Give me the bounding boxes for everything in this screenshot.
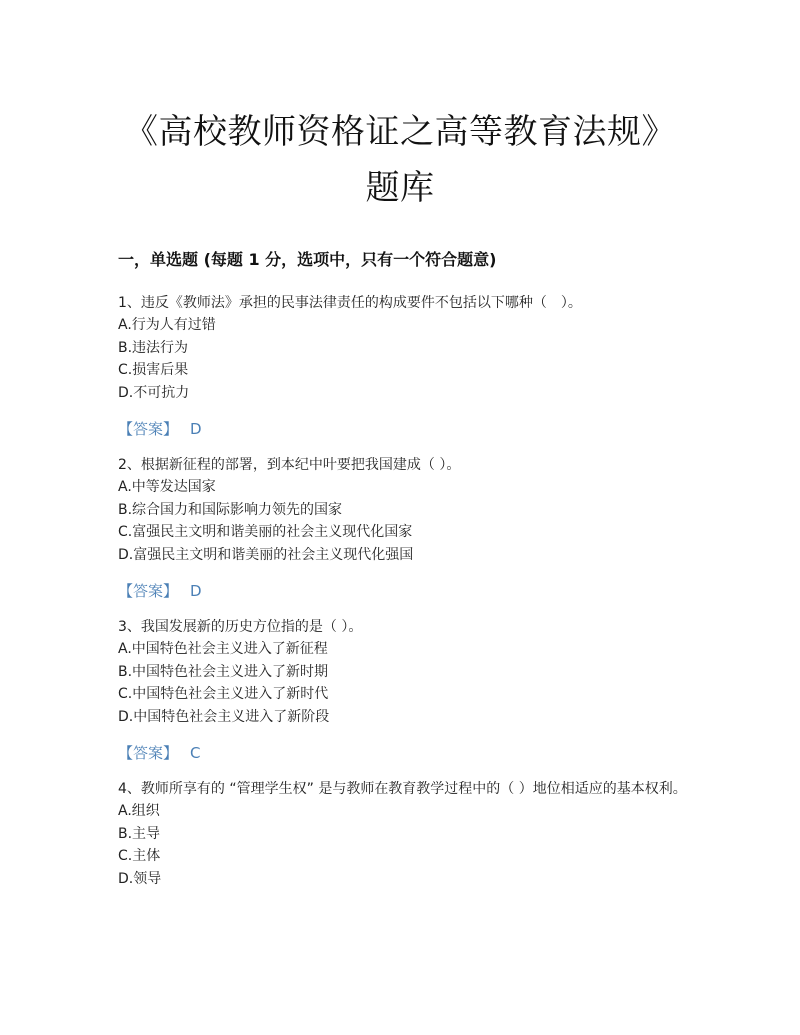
- answer-label: 【答案】: [118, 582, 179, 600]
- option-b: B.主导: [118, 825, 161, 842]
- option-b: B.中国特色社会主义进入了新时期: [118, 663, 329, 680]
- option-b: B.违法行为: [118, 339, 189, 356]
- question-stem: 1、违反《教师法》承担的民事法律责任的构成要件不包括以下哪种（ ）。: [118, 295, 582, 311]
- answer-line: [118, 580, 688, 602]
- option-b: B.综合国力和国际影响力领先的国家: [118, 501, 343, 518]
- answer-line: [118, 742, 688, 764]
- option-a: A.中国特色社会主义进入了新征程: [118, 641, 328, 657]
- question-stem: 4、教师所享有的 “管理学生权” 是与教师在教育教学过程中的（ ）地位相适应的基本权利。: [118, 781, 687, 797]
- title-line-1: 《高校教师资格证之高等教育法规》: [124, 112, 676, 152]
- option-d: D.富强民主文明和谐美丽的社会主义现代化强国: [118, 546, 414, 563]
- answer-value: C: [190, 744, 201, 762]
- option-d: D.领导: [118, 870, 162, 887]
- question-4: [118, 778, 688, 890]
- option-a: A.行为人有过错: [118, 317, 216, 333]
- option-c: C.中国特色社会主义进入了新时代: [118, 686, 329, 702]
- option-c: C.主体: [118, 848, 161, 864]
- question-2: [118, 454, 688, 602]
- answer-label: 【答案】: [118, 744, 179, 762]
- section-heading: 一，单选题 (每题 1 分，选项中，只有一个符合题意): [118, 250, 497, 269]
- document-title: [0, 106, 800, 214]
- option-c: C.富强民主文明和谐美丽的社会主义现代化国家: [118, 524, 413, 540]
- answer-value: D: [190, 582, 202, 600]
- question-stem: 2、根据新征程的部署，到本纪中叶要把我国建成（ ）。: [118, 457, 461, 473]
- answer-line: [118, 418, 688, 440]
- answer-label: 【答案】: [118, 420, 179, 438]
- option-d: D.中国特色社会主义进入了新阶段: [118, 708, 330, 725]
- option-c: C.损害后果: [118, 362, 189, 378]
- question-1: [118, 292, 688, 440]
- title-line-2: 题库: [365, 168, 435, 208]
- question-3: [118, 616, 688, 764]
- option-d: D.不可抗力: [118, 384, 190, 401]
- question-list: [118, 292, 688, 890]
- option-a: A.中等发达国家: [118, 479, 216, 495]
- question-stem: 3、我国发展新的历史方位指的是（ ）。: [118, 619, 363, 635]
- option-a: A.组织: [118, 803, 160, 819]
- answer-value: D: [190, 420, 202, 438]
